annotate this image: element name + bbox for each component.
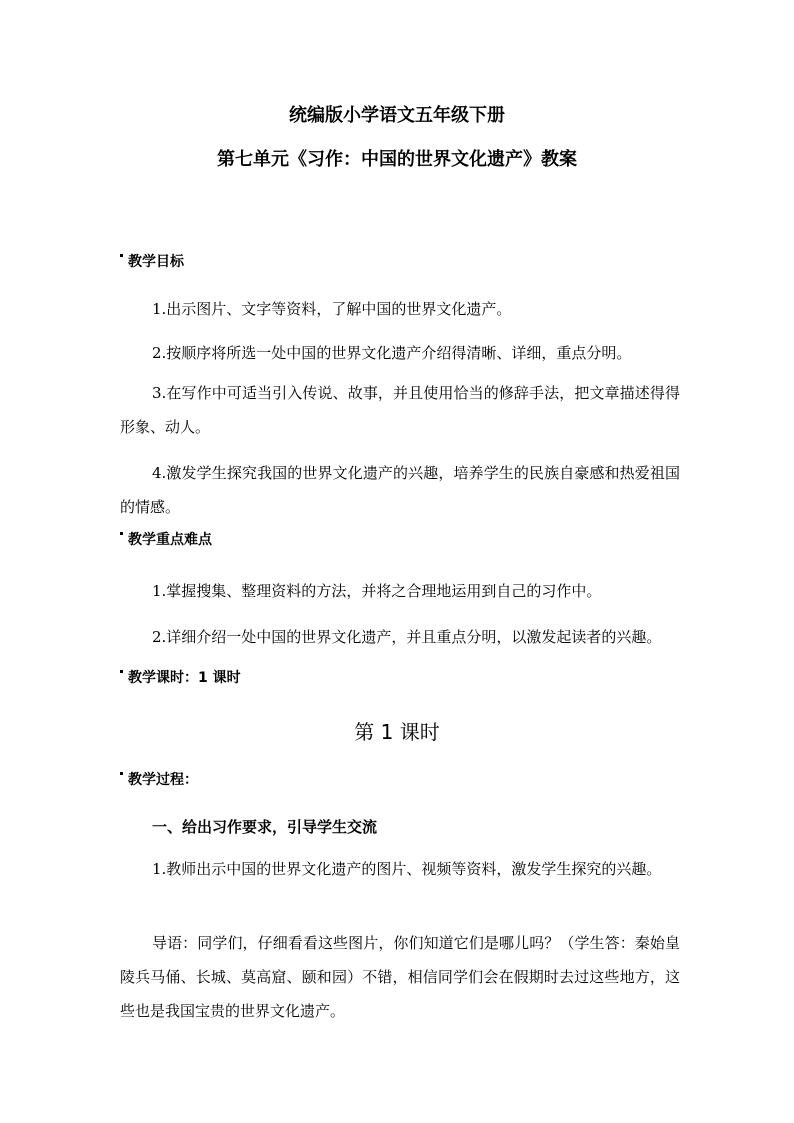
objective-item-3: 3.在写作中可适当引入传说、故事，并且使用恰当的修辞手法，把文章描述得得形象、动人。 — [120, 384, 680, 436]
key-point-item-1: 1.掌握搜集、整理资料的方法，并将之合理地运用到自己的习作中。 — [152, 582, 602, 600]
document-title-line2: 第七单元《习作：中国的世界文化遗产》教案 — [217, 149, 577, 170]
objective-item-4: 4.激发学生探究我国的世界文化遗产的兴趣，培养学生的民族自豪感和热爱祖国的情感。 — [120, 464, 680, 516]
section-heading-objectives: 教学目标 — [120, 252, 184, 272]
bullet-icon — [120, 772, 123, 775]
bullet-icon — [120, 670, 123, 673]
section-heading-process: 教学过程： — [120, 770, 198, 790]
process-item-1: 1.教师出示中国的世界文化遗产的图片、视频等资料，激发学生探究的兴趣。 — [152, 860, 662, 878]
document-title-line1: 统编版小学语文五年级下册 — [289, 105, 505, 126]
section-heading-key-points: 教学重点难点 — [120, 530, 212, 550]
process-step-1-title: 一、给出习作要求，引导学生交流 — [152, 818, 378, 836]
objective-item-2: 2.按顺序将所选一处中国的世界文化遗产介绍得清晰、详细，重点分明。 — [152, 344, 632, 362]
process-item-2: 导语：同学们，仔细看看这些图片，你们知道它们是哪儿吗？（学生答：秦始皇陵兵马俑、长城、莫高窟、颐和园）不错，相信同学们会在假期时去过这些地方，这些也是我国宝贵的世界文化遗产。 — [120, 934, 680, 1020]
bullet-icon — [120, 532, 123, 535]
key-point-item-2: 2.详细介绍一处中国的世界文化遗产，并且重点分明，以激发起读者的兴趣。 — [152, 628, 662, 646]
section-heading-hours: 教学课时：1 课时 — [120, 668, 241, 688]
lesson-title: 第 1 课时 — [354, 720, 440, 744]
bullet-icon — [120, 254, 123, 257]
objective-item-1: 1.出示图片、文字等资料，了解中国的世界文化遗产。 — [152, 300, 512, 318]
